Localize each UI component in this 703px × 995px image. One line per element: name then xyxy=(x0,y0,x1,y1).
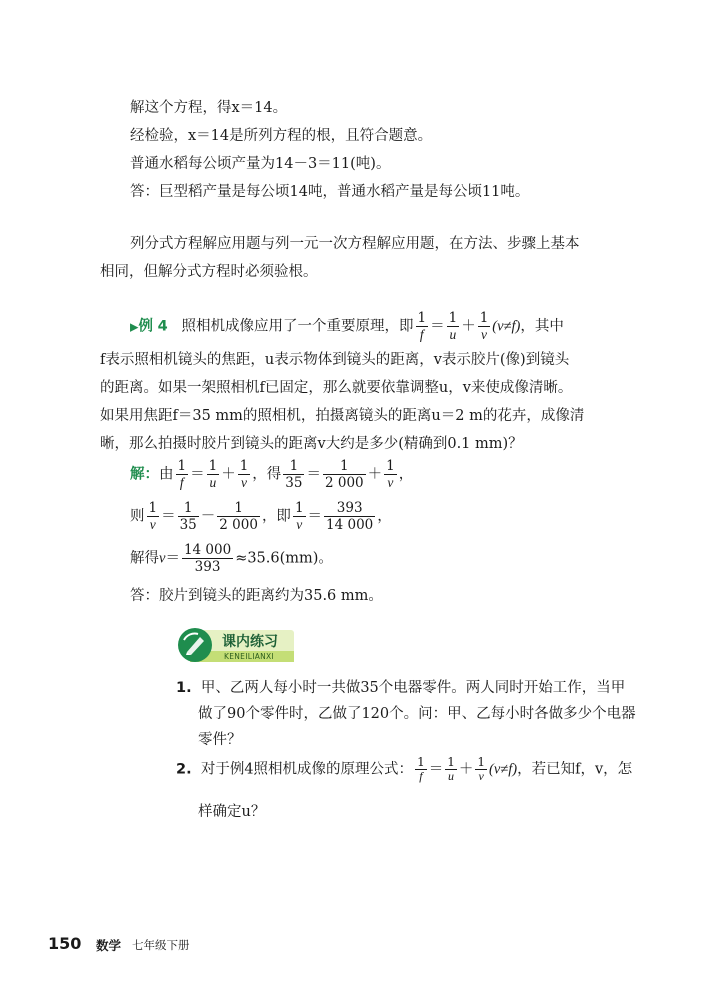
page-number: 150 xyxy=(48,934,82,953)
summary-line: 相同，但解分式方程时必须验根。 xyxy=(100,264,318,280)
triangle-marker-icon: ▶ xyxy=(130,320,139,334)
pencil-ruler-icon xyxy=(178,628,212,662)
exercise-title: 课内练习 xyxy=(222,634,278,650)
example-line: 的距离。如果一架照相机f已固定，那么就要依靠调整u，v来使成像清晰。 xyxy=(100,380,573,396)
solution-label: 解： xyxy=(130,466,159,483)
solution-answer: 答：胶片到镜头的距离约为35.6 mm。 xyxy=(130,588,383,604)
solution-step-2: 则 $\frac{1}{v}$ ＝ $\frac{1}{35}$ － $\frac{1}{2 000}$ ，即 $\frac{1}{v}$ ＝ $\frac{393}{14 000}$ ， xyxy=(130,500,392,533)
example-line: 晰，那么拍摄时胶片到镜头的距离v大约是多少(精确到0.1 mm)？ xyxy=(100,436,523,452)
exercise-1: 1. 甲、乙两人每小时一共做35个电器零件。两人同时开始工作，当甲 xyxy=(176,680,626,696)
solution-line: 经检验，x＝14是所列方程的根，且符合题意。 xyxy=(130,128,433,144)
exercise-badge xyxy=(178,624,300,666)
solution-line: 解这个方程，得x＝14。 xyxy=(130,100,288,116)
exercise-2-line: 样确定u？ xyxy=(198,804,266,820)
exercise-number: 2. xyxy=(176,761,192,778)
example-line: f表示照相机镜头的焦距，u表示物体到镜头的距离，v表示胶片(像)到镜头 xyxy=(100,352,570,368)
exercise-1-line: 零件？ xyxy=(198,732,242,748)
footer-subject: 数学 xyxy=(96,938,122,953)
solution-line: 普通水稻每公顷产量为14－3＝11(吨)。 xyxy=(130,156,391,172)
footer-grade: 七年级下册 xyxy=(132,938,190,952)
solution-step-1: 解：由 $\frac{1}{f}$ ＝ $\frac{1}{u}$ ＋ $\frac{1}{v}$ ，得 $\frac{1}{35}$ ＝ $\frac{1}{2 000}$ ＋ $\frac{1}{v}$ ， xyxy=(130,458,414,491)
example-after: ，其中 xyxy=(520,318,564,335)
example-line: 如果用焦距f＝35 mm的照相机，拍摄离镜头的距离u＝2 m的花卉，成像清 xyxy=(100,408,585,424)
exercise-2: 2. 对于例4照相机成像的原理公式： $\frac{1}{f}$ ＝ $\frac{1}{u}$ ＋ $\frac{1}{v}$ (v≠f)，若已知f，v，怎 xyxy=(176,755,633,783)
exercise-subtitle: KENEILIANXI xyxy=(224,652,274,661)
example-label: 例 xyxy=(138,318,153,335)
solution-line: 答：巨型稻产量是每公顷14吨，普通水稻产量是每公顷11吨。 xyxy=(130,184,530,200)
exercise-number: 1. xyxy=(176,680,192,696)
summary-line: 列分式方程解应用题与列一元一次方程解应用题，在方法、步骤上基本 xyxy=(130,236,580,252)
formula-condition: (v≠f) xyxy=(492,318,521,335)
exercise-1-line: 做了90个零件时，乙做了120个。问：甲、乙每小时各做多少个电器 xyxy=(198,706,636,722)
example-number: 4 xyxy=(157,318,168,335)
example-intro: ▶例 4 照相机成像应用了一个重要原理，即 $\frac{1}{f}$ ＝ $\frac{1}{u}$ ＋ $\frac{1}{v}$ (v≠f)，其中 xyxy=(130,310,564,342)
example-intro-text: 照相机成像应用了一个重要原理，即 xyxy=(181,318,414,335)
solution-step-3: 解得v＝ $\frac{14 000}{393}$ ≈35.6(mm)。 xyxy=(130,542,333,575)
fraction: $\frac{1}{v}$ xyxy=(479,310,489,342)
fraction: $\frac{1}{u}$ xyxy=(448,310,458,342)
fraction: $\frac{1}{f}$ xyxy=(417,310,427,342)
